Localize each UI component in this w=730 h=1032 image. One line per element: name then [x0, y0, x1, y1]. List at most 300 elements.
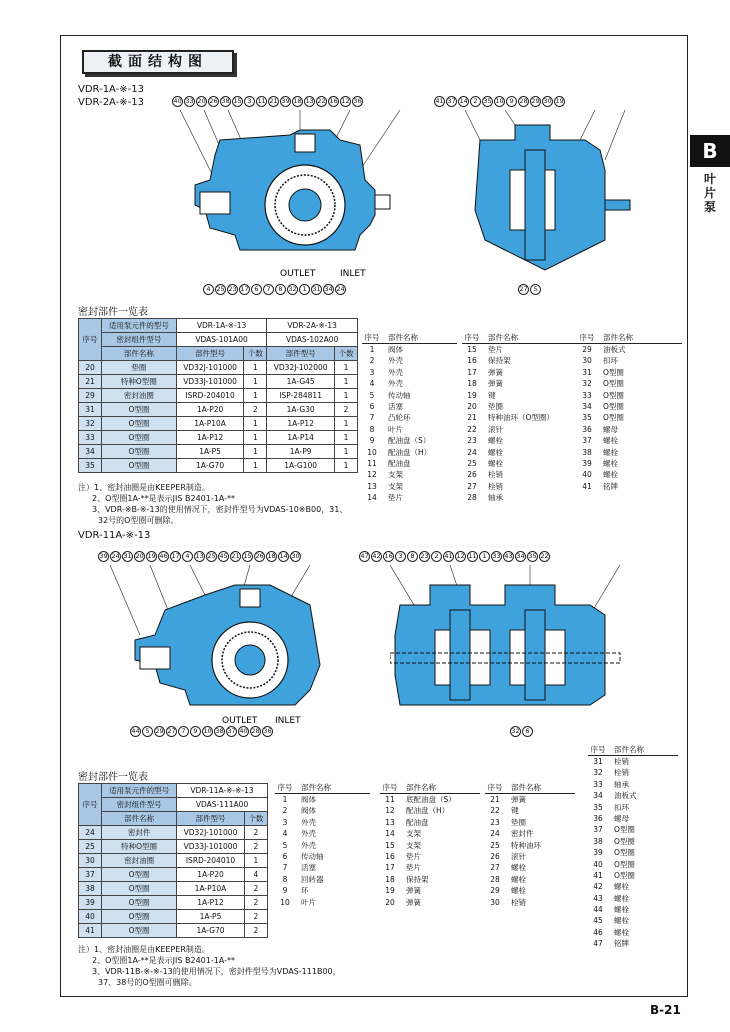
- callout-bubble: 12: [456, 552, 465, 560]
- cell-p1: 1A-G70: [176, 459, 244, 473]
- list-item-name: O型圈: [614, 836, 635, 846]
- callout-bubble: 47: [360, 552, 369, 560]
- table-row: [79, 389, 358, 403]
- list-item-no: 36: [582, 424, 592, 434]
- cell-p2: 1A-G100: [267, 459, 335, 473]
- list-item: [588, 859, 678, 870]
- list-item-name: 密封件: [511, 829, 534, 839]
- callout-bubble: 17: [240, 285, 249, 293]
- list-item-no: 34: [593, 791, 603, 801]
- list-item: [577, 355, 682, 366]
- note-line: 3、VDR-11B-※-※-13的使用情况下，密封件型号为VDAS-111B00，: [92, 967, 341, 976]
- callout-bubble: 30: [291, 552, 300, 560]
- callout-bubble: 4: [182, 551, 193, 562]
- cell-name: 密封件: [102, 826, 177, 840]
- list-item-name: 油板式: [603, 345, 626, 354]
- callout-bubble: 37: [447, 97, 456, 105]
- list-item-no: 29: [582, 345, 592, 354]
- list-item-no: 35: [582, 413, 592, 423]
- list-item: [588, 836, 678, 847]
- cell-q1: 4: [244, 868, 267, 882]
- callout-bubble: 33: [185, 97, 194, 105]
- list-header: [362, 332, 457, 344]
- callout-bubble: 3: [244, 96, 255, 107]
- cell-name: 密封油圈: [102, 854, 177, 868]
- cell-no: 39: [79, 896, 102, 910]
- list-item: [362, 344, 457, 355]
- list-item: [362, 390, 457, 401]
- callout-bubble: 17: [171, 552, 180, 560]
- list-item-no: 12: [385, 806, 395, 816]
- th-qty: 个数: [244, 347, 267, 361]
- table-row: [79, 910, 268, 924]
- list-item-name: 外壳: [388, 356, 403, 366]
- parts-list-1-col1: [362, 332, 457, 503]
- list-item-name: 底配油盘（S）: [406, 795, 456, 804]
- list-item-name: 活塞: [301, 863, 316, 873]
- list-item-no: 6: [282, 851, 288, 861]
- list-item-name: 垫片: [488, 345, 503, 354]
- list-item: [380, 828, 480, 839]
- th-model: 适用泵元件的型号: [102, 319, 177, 333]
- list-header-no: 序号: [382, 783, 398, 792]
- list-item: [485, 885, 575, 896]
- list-header: [577, 332, 682, 344]
- callout-bubble: 18: [267, 552, 276, 560]
- list-item-no: 25: [467, 458, 477, 468]
- cell-q1: 1: [244, 375, 267, 389]
- list-item: [588, 790, 678, 801]
- list-item-name: 特种油环: [511, 840, 541, 850]
- callout-bubble: 40: [173, 97, 182, 105]
- list-item-name: O型圈: [614, 848, 635, 858]
- callout-bubble: 9: [506, 96, 517, 107]
- section-tab-text: 叶片泵: [703, 172, 716, 214]
- list-header-name: 部件名称: [388, 333, 418, 342]
- list-header-no: 序号: [364, 333, 380, 342]
- list-item-no: 28: [467, 493, 477, 503]
- list-header-no: 序号: [487, 783, 503, 792]
- cell-name: 特种O型圈: [102, 375, 177, 389]
- section-tab: B: [690, 135, 730, 167]
- list-item-no: 12: [367, 470, 377, 480]
- callout-bubble: 31: [312, 285, 321, 293]
- cell-p2: 1A-G30: [267, 403, 335, 417]
- page-number: B-21: [650, 1003, 681, 1017]
- cell-name: O型圈: [102, 896, 177, 910]
- th-no: 序号: [79, 784, 102, 826]
- list-item: [485, 828, 575, 839]
- callout-bubble: 41: [444, 552, 453, 560]
- callout-bubble: 32: [511, 727, 520, 735]
- callout-bubble: 42: [372, 552, 381, 560]
- callouts-top-left-2: [98, 551, 301, 562]
- cell-q1: 2: [244, 924, 267, 938]
- callout-bubble: 34: [516, 552, 525, 560]
- list-item: [577, 378, 682, 389]
- table-row: [79, 840, 268, 854]
- list-item-no: 23: [467, 436, 477, 446]
- cell-p1: 1A-P10A: [176, 417, 244, 431]
- list-item-name: O型圈: [603, 413, 624, 423]
- list-item: [462, 424, 577, 435]
- list-item: [588, 847, 678, 858]
- cell-p1: 1A-G70: [177, 924, 245, 938]
- callout-bubble: 45: [219, 552, 228, 560]
- list-item-name: 扣环: [614, 802, 629, 812]
- callout-bubble: 19: [555, 97, 564, 105]
- cell-name: O型圈: [102, 868, 177, 882]
- cell-name: 密封油圈: [102, 389, 177, 403]
- list-item-name: 叶片: [301, 897, 316, 907]
- list-item-no: 19: [467, 390, 477, 400]
- th-m1: VDR-1A-※-13: [176, 319, 267, 333]
- list-item-no: 45: [593, 916, 603, 926]
- list-item-name: 凸轮环: [388, 413, 411, 423]
- cell-q1: 2: [244, 403, 267, 417]
- callout-bubble: 33: [492, 552, 501, 560]
- list-item-name: 支架: [388, 481, 403, 491]
- list-item-no: 20: [467, 401, 477, 411]
- th-model: 适用泵元件的型号: [102, 784, 177, 798]
- callout-bubble: 15: [243, 552, 252, 560]
- list-item-no: 27: [490, 863, 500, 873]
- list-item: [462, 367, 577, 378]
- list-item-name: 栓销: [488, 470, 503, 480]
- list-item-no: 18: [385, 874, 395, 884]
- seal-title-2: 密封部件一览表: [78, 772, 148, 783]
- list-item-name: 垫片: [406, 863, 421, 873]
- callout-bubble: 9: [190, 726, 201, 737]
- callout-bubble: 16: [329, 97, 338, 105]
- cell-p1: ISRD-204010: [176, 389, 244, 403]
- model-line-3: VDR-11A-※-13: [78, 530, 151, 541]
- callout-bubble: 24: [336, 285, 345, 293]
- cross-section-drawing-2: [110, 565, 350, 725]
- th-m1: VDR-11A-※-※-13: [177, 784, 268, 798]
- cell-p2: ISP-284811: [267, 389, 335, 403]
- list-item: [485, 862, 575, 873]
- list-item-name: 回转器: [301, 874, 324, 884]
- cell-q2: 1: [334, 389, 357, 403]
- list-item: [462, 412, 577, 423]
- callouts-bottom-right: [518, 284, 541, 295]
- callout-bubble: 28: [519, 97, 528, 105]
- list-item: [275, 885, 370, 896]
- cell-q1: 1: [244, 445, 267, 459]
- list-item-no: 9: [282, 886, 288, 896]
- list-item-no: 30: [490, 897, 500, 907]
- list-header-name: 部件名称: [488, 333, 518, 342]
- cell-no: 40: [79, 910, 102, 924]
- callout-bubble: 7: [263, 284, 274, 295]
- list-item-no: 21: [467, 413, 477, 423]
- list-item-name: 阀体: [301, 806, 316, 816]
- cell-q2: 1: [334, 375, 357, 389]
- list-item-name: 滚针: [511, 851, 526, 861]
- cell-no: 41: [79, 924, 102, 938]
- callout-bubble: 41: [435, 97, 444, 105]
- list-item-name: 螺栓: [603, 436, 618, 446]
- note-line: 注）1、密封油圈是由KEEPER制造。: [78, 945, 210, 954]
- cell-p1: VD32J-101000: [176, 361, 244, 375]
- list-item: [588, 767, 678, 778]
- inlet-label-2: INLET: [275, 716, 301, 725]
- list-item: [588, 881, 678, 892]
- callout-bubble: 10: [203, 727, 212, 735]
- callout-bubble: 32: [288, 285, 297, 293]
- th-kit: 密封组件型号: [102, 798, 177, 812]
- list-item: [362, 447, 457, 458]
- list-item: [588, 927, 678, 938]
- callout-bubble: 36: [353, 97, 362, 105]
- list-header-no: 序号: [464, 333, 480, 342]
- cell-no: 37: [79, 868, 102, 882]
- list-item-no: 4: [282, 829, 288, 839]
- cross-section-drawing-1: [180, 110, 410, 285]
- list-item-name: 螺栓: [614, 882, 629, 892]
- list-item-name: 特种油环（O型圈）: [488, 413, 554, 423]
- cell-q1: 2: [244, 910, 267, 924]
- callout-bubble: 13: [305, 97, 314, 105]
- cell-name: O型圈: [102, 459, 177, 473]
- cell-p1: VD32J-101000: [177, 826, 245, 840]
- list-item-name: 配油盘: [406, 817, 429, 827]
- list-item-name: O型圈: [614, 859, 635, 869]
- list-item-name: 外壳: [301, 829, 316, 839]
- list-item-name: 键: [511, 806, 519, 816]
- cell-p1: 1A-P10A: [177, 882, 245, 896]
- callout-bubble: 38: [221, 97, 230, 105]
- list-header: [588, 744, 678, 756]
- cell-no: 35: [79, 459, 102, 473]
- list-item-no: 41: [582, 481, 592, 491]
- list-item-no: 8: [369, 424, 375, 434]
- list-item-name: 弹簧: [406, 886, 421, 896]
- outlet-label: OUTLET: [280, 269, 316, 279]
- list-item-name: 环: [301, 886, 309, 896]
- th-m2: VDR-2A-※-13: [267, 319, 358, 333]
- list-item: [362, 424, 457, 435]
- callout-bubble: 44: [131, 727, 140, 735]
- list-item-name: 螺栓: [603, 458, 618, 468]
- callout-bubble: 6: [251, 284, 262, 295]
- callouts-top-left: [172, 96, 363, 107]
- callout-bubble: 29: [531, 97, 540, 105]
- note-line: 37、38号的O型圈可删除。: [98, 978, 197, 987]
- th-k1: VDAS-111A00: [177, 798, 268, 812]
- callout-bubble: 28: [251, 727, 260, 735]
- cell-no: 20: [79, 361, 102, 375]
- callout-bubble: 3: [395, 551, 406, 562]
- cell-p1: 1A-P20: [176, 403, 244, 417]
- list-item-name: 螺栓: [488, 436, 503, 446]
- cell-p2: 1A-G45: [267, 375, 335, 389]
- list-header-name: 部件名称: [614, 745, 644, 754]
- list-item-no: 5: [369, 390, 375, 400]
- list-item-name: O型圈: [603, 390, 624, 400]
- list-item-no: 14: [367, 493, 377, 503]
- callout-bubble: 25: [207, 552, 216, 560]
- callout-bubble: 23: [420, 552, 429, 560]
- callout-bubble: 40: [239, 727, 248, 735]
- cell-p2: 1A-P9: [267, 445, 335, 459]
- list-item-name: 铭牌: [603, 481, 618, 491]
- cell-q1: 2: [244, 840, 267, 854]
- list-item-no: 26: [490, 851, 500, 861]
- cell-p2: 1A-P14: [267, 431, 335, 445]
- list-item-name: O型圈: [603, 367, 624, 377]
- cell-name: O型圈: [102, 431, 177, 445]
- list-item-no: 39: [593, 848, 603, 858]
- cell-q2: 2: [334, 403, 357, 417]
- list-item: [380, 897, 480, 908]
- note-line: 注）1、密封油圈是由KEEPER制造。: [78, 483, 210, 492]
- list-item: [380, 862, 480, 873]
- callout-bubble: 15: [233, 97, 242, 105]
- list-item: [380, 817, 480, 828]
- list-item-name: 螺栓: [614, 905, 629, 915]
- callout-bubble: 27: [519, 285, 528, 293]
- list-item: [588, 813, 678, 824]
- list-item-no: 37: [593, 825, 603, 835]
- cell-q1: 2: [244, 882, 267, 896]
- list-item-name: O型圈: [603, 401, 624, 411]
- list-item: [577, 401, 682, 412]
- callout-bubble: 35: [528, 552, 537, 560]
- list-item-name: O型圈: [603, 379, 624, 389]
- list-item-name: 外壳: [388, 367, 403, 377]
- list-item-name: 螺栓: [511, 863, 526, 873]
- cell-name: O型圈: [102, 403, 177, 417]
- list-item-no: 3: [369, 367, 375, 377]
- callout-bubble: 22: [317, 97, 326, 105]
- list-header-no: 序号: [590, 745, 606, 754]
- list-item-no: 34: [582, 401, 592, 411]
- parts-list-1-col3: [577, 332, 682, 492]
- callouts-top-right: [434, 96, 565, 107]
- list-item-no: 10: [367, 447, 377, 457]
- cell-q2: 1: [334, 445, 357, 459]
- list-item-no: 39: [582, 458, 592, 468]
- list-item: [362, 458, 457, 469]
- list-item: [462, 344, 577, 355]
- list-item: [485, 874, 575, 885]
- cell-q2: 1: [334, 431, 357, 445]
- list-item-name: 铭牌: [614, 939, 629, 949]
- cell-p1: 1A-P12: [177, 896, 245, 910]
- list-item-no: 20: [385, 897, 395, 907]
- cell-no: 34: [79, 445, 102, 459]
- list-item: [577, 469, 682, 480]
- cell-no: 30: [79, 854, 102, 868]
- list-item-no: 24: [467, 447, 477, 457]
- list-item-name: 配油盘（H）: [388, 447, 432, 457]
- list-item-name: 轴承: [614, 779, 629, 789]
- list-item: [275, 794, 370, 805]
- list-item: [462, 401, 577, 412]
- cell-p1: 1A-P20: [177, 868, 245, 882]
- list-item: [462, 355, 577, 366]
- callout-bubble: 14: [279, 552, 288, 560]
- list-item-name: 键: [488, 390, 496, 400]
- list-item: [485, 805, 575, 816]
- list-item-name: 弹簧: [406, 897, 421, 907]
- list-item-name: 支架: [388, 470, 403, 480]
- list-item-name: 垫圈: [511, 817, 526, 827]
- list-item: [462, 435, 577, 446]
- model-line-1: VDR-1A-※-13: [78, 84, 144, 95]
- callout-bubble: 8: [407, 551, 418, 562]
- callout-bubble: 37: [227, 727, 236, 735]
- list-item-no: 22: [490, 806, 500, 816]
- list-item-no: 46: [593, 927, 603, 937]
- list-header-name: 部件名称: [603, 333, 633, 342]
- list-item-name: 弹簧: [488, 367, 503, 377]
- list-item-name: 栓销: [614, 768, 629, 778]
- note-line: 32号的O型圈可删除。: [98, 516, 179, 525]
- list-item-name: 垫片: [388, 493, 403, 503]
- callout-bubble: 2: [470, 96, 481, 107]
- list-item-no: 23: [490, 817, 500, 827]
- callout-bubble: 2: [431, 551, 442, 562]
- cell-p1: 1A-P12: [176, 431, 244, 445]
- list-item-name: 螺栓: [511, 874, 526, 884]
- list-item-no: 33: [593, 779, 603, 789]
- list-item-no: 17: [385, 863, 395, 873]
- list-item: [588, 904, 678, 915]
- cell-q1: 2: [244, 896, 267, 910]
- list-item-name: 传动轴: [388, 390, 411, 400]
- callout-bubble: 1: [299, 284, 310, 295]
- list-item-no: 29: [490, 886, 500, 896]
- list-item-name: 螺母: [603, 424, 618, 434]
- list-item-no: 38: [593, 836, 603, 846]
- list-item: [462, 378, 577, 389]
- callout-bubble: 34: [324, 285, 333, 293]
- seal-table-2: [78, 783, 268, 938]
- table-row: [79, 417, 358, 431]
- seal-title-1: 密封部件一览表: [78, 307, 148, 318]
- table-row: [79, 361, 358, 375]
- list-item-no: 36: [593, 813, 603, 823]
- list-item-no: 22: [467, 424, 477, 434]
- table-row: [79, 896, 268, 910]
- parts-list-2-col2: [380, 782, 480, 908]
- list-item-no: 27: [467, 481, 477, 491]
- list-header-no: 序号: [277, 783, 293, 792]
- list-item: [380, 885, 480, 896]
- list-item: [380, 874, 480, 885]
- cell-name: O型圈: [102, 882, 177, 896]
- table-row: [79, 882, 268, 896]
- cell-p1: VD33J-101000: [176, 375, 244, 389]
- callout-bubble: 23: [228, 285, 237, 293]
- list-item-name: 配油盘（H）: [406, 806, 450, 816]
- list-item: [362, 469, 457, 480]
- list-item-no: 24: [490, 829, 500, 839]
- th-kit: 密封组件型号: [102, 333, 177, 347]
- th-partno: 部件型号: [176, 347, 244, 361]
- list-item-name: 油板式: [614, 791, 637, 801]
- list-header: [462, 332, 577, 344]
- parts-list-1-col2: [462, 332, 577, 503]
- callouts-top-right-2: [359, 551, 550, 562]
- cell-q1: 1: [244, 459, 267, 473]
- list-item-no: 16: [467, 356, 477, 366]
- list-item-name: 螺栓: [614, 916, 629, 926]
- list-item: [588, 802, 678, 813]
